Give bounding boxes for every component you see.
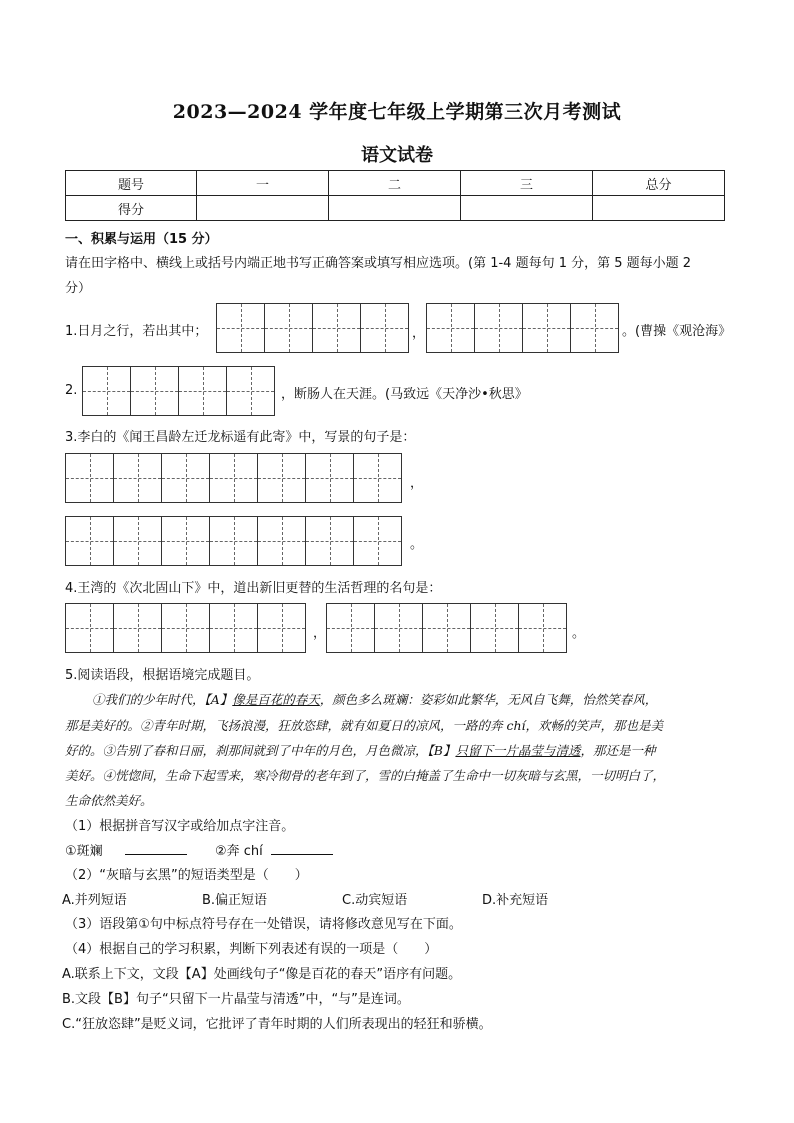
score-header-cell: 题号 [66, 171, 197, 196]
exam-subtitle: 语文试卷 [361, 145, 433, 166]
score-row-label: 得分 [66, 196, 197, 221]
grid-cell[interactable] [313, 304, 361, 352]
q3-grid-1[interactable] [65, 453, 402, 503]
q4-period: 。 [572, 626, 586, 641]
q1-comma: ， [412, 326, 426, 341]
score-table-row [66, 196, 725, 221]
q1-prefix: 1.日月之行，若出其中； [65, 324, 208, 339]
grid-cell[interactable] [306, 454, 354, 502]
sub-question-3: （3）语段第①句中标点符号存在一处错误，请将修改意见写在下面。 [65, 917, 462, 932]
answer-blank[interactable] [125, 842, 187, 855]
score-cell[interactable] [197, 196, 329, 221]
q3-text: 3.李白的《闻王昌龄左迁龙标遥有此寄》中，写景的句子是： [65, 430, 416, 445]
instructions-line-2: 分） [65, 281, 92, 296]
passage-line-5: 生命依然美好。 [65, 793, 153, 808]
grid-cell[interactable] [210, 517, 258, 565]
score-table-header-row [66, 171, 725, 196]
score-cell[interactable] [328, 196, 460, 221]
grid-cell[interactable] [131, 367, 179, 415]
passage-underlined-a: 像是百花的春天 [232, 692, 320, 707]
passage-line-4: 美好。④恍惚间，生命下起雪来，寒冷彻骨的老年到了，雪的白掩盖了生命中一切灰暗与玄黑，一切明白了， [65, 768, 666, 783]
sub4-option-b[interactable]: B.文段【B】句子“只留下一片晶莹与清透”中，“与”是连词。 [62, 992, 410, 1007]
passage-underlined-b: 只留下一片晶莹与清透 [455, 743, 581, 758]
grid-cell[interactable] [354, 454, 402, 502]
grid-cell[interactable] [423, 604, 471, 652]
sub2-option-d[interactable]: D.补充短语 [482, 893, 549, 908]
q2-prefix: 2. [65, 383, 78, 398]
grid-cell[interactable] [523, 304, 571, 352]
sub1-item-b: ②奔 chí [214, 844, 263, 859]
passage-line-2: 那是美好的。②青年时期，飞扬浪漫，狂放恣肆，就有如夏日的凉风，一路的奔 chí，欢畅的笑声，那也是美 [65, 718, 664, 733]
sub4-option-c[interactable]: C.“狂放恣肆”是贬义词，它批评了青年时期的人们所表现出的轻狂和骄横。 [62, 1017, 492, 1032]
grid-cell[interactable] [361, 304, 409, 352]
score-cell[interactable] [460, 196, 592, 221]
sub-question-1-items [65, 840, 333, 859]
passage-text: ，那还是一种 [580, 743, 656, 758]
q5-text: 5.阅读语段，根据语境完成题目。 [65, 668, 260, 683]
grid-cell[interactable] [258, 517, 306, 565]
passage-line-1 [92, 690, 657, 708]
q1-grid-2[interactable] [426, 303, 619, 353]
grid-cell[interactable] [327, 604, 375, 652]
q3-period: 。 [410, 537, 424, 552]
grid-cell[interactable] [66, 454, 114, 502]
grid-cell[interactable] [571, 304, 619, 352]
grid-cell[interactable] [162, 604, 210, 652]
q3-comma: ， [410, 476, 424, 491]
answer-blank[interactable] [271, 842, 333, 855]
grid-cell[interactable] [210, 454, 258, 502]
score-header-cell: 一 [197, 171, 329, 196]
grid-cell[interactable] [162, 454, 210, 502]
exam-title: 2023—2024 学年度七年级上学期第三次月考测试 [172, 101, 622, 123]
grid-cell[interactable] [114, 604, 162, 652]
instructions-line-1: 请在田字格中、横线上或括号内端正地书写正确答案或填写相应选项。(第 1-4 题每句 1 分，第 5 题每小题 2 [65, 256, 692, 271]
grid-cell[interactable] [471, 604, 519, 652]
grid-cell[interactable] [114, 517, 162, 565]
grid-cell[interactable] [306, 517, 354, 565]
grid-cell[interactable] [519, 604, 567, 652]
grid-cell[interactable] [114, 454, 162, 502]
grid-cell[interactable] [427, 304, 475, 352]
section-heading: 一、积累与运用（15 分） [65, 232, 218, 247]
score-header-cell: 二 [328, 171, 460, 196]
grid-cell[interactable] [354, 517, 402, 565]
q1-suffix: 。(曹操《观沧海》 [622, 324, 732, 339]
score-header-cell: 总分 [592, 171, 724, 196]
q4-text: 4.王湾的《次北固山下》中，道出新旧更替的生活哲理的名句是： [65, 581, 442, 596]
grid-cell[interactable] [217, 304, 265, 352]
grid-cell[interactable] [258, 454, 306, 502]
passage-text: ①我们的少年时代，【A】 [92, 692, 233, 707]
q1-grid-1[interactable] [216, 303, 409, 353]
grid-cell[interactable] [227, 367, 275, 415]
passage-line-3 [65, 741, 655, 759]
grid-cell[interactable] [475, 304, 523, 352]
q2-grid[interactable] [82, 366, 275, 416]
score-header-cell: 三 [460, 171, 592, 196]
sub4-option-a[interactable]: A.联系上下文，文段【A】处画线句子“像是百花的春天”语序有问题。 [62, 967, 462, 982]
grid-cell[interactable] [66, 517, 114, 565]
grid-cell[interactable] [179, 367, 227, 415]
grid-cell[interactable] [210, 604, 258, 652]
grid-cell[interactable] [162, 517, 210, 565]
sub2-option-b[interactable]: B.偏正短语 [202, 893, 268, 908]
q4-comma: ， [313, 626, 327, 641]
grid-cell[interactable] [66, 604, 114, 652]
sub2-option-a[interactable]: A.并列短语 [62, 893, 127, 908]
score-table [65, 170, 725, 221]
sub-question-1: （1）根据拼音写汉字或给加点字注音。 [65, 819, 295, 834]
q2-suffix: ，断肠人在天涯。(马致远《天净沙•秋思》 [281, 387, 528, 402]
q3-grid-2[interactable] [65, 516, 402, 566]
passage-text: 好的。③告别了春和日丽，刹那间就到了中年的月色，月色微凉，【B】 [65, 743, 456, 758]
sub-question-2: （2）“灰暗与玄黑”的短语类型是（ ） [65, 868, 308, 883]
q4-grid-2[interactable] [326, 603, 567, 653]
grid-cell[interactable] [375, 604, 423, 652]
grid-cell[interactable] [265, 304, 313, 352]
grid-cell[interactable] [83, 367, 131, 415]
passage-text: ，颜色多么斑斓：姿彩如此繁华，无风自飞舞，怡然笑春风， [319, 692, 658, 707]
grid-cell[interactable] [258, 604, 306, 652]
q4-grid-1[interactable] [65, 603, 306, 653]
sub-question-4: （4）根据自己的学习积累，判断下列表述有误的一项是（ ） [65, 942, 438, 957]
sub1-item-a: ①斑斓 [65, 844, 103, 859]
score-cell[interactable] [592, 196, 724, 221]
sub2-option-c[interactable]: C.动宾短语 [342, 893, 408, 908]
